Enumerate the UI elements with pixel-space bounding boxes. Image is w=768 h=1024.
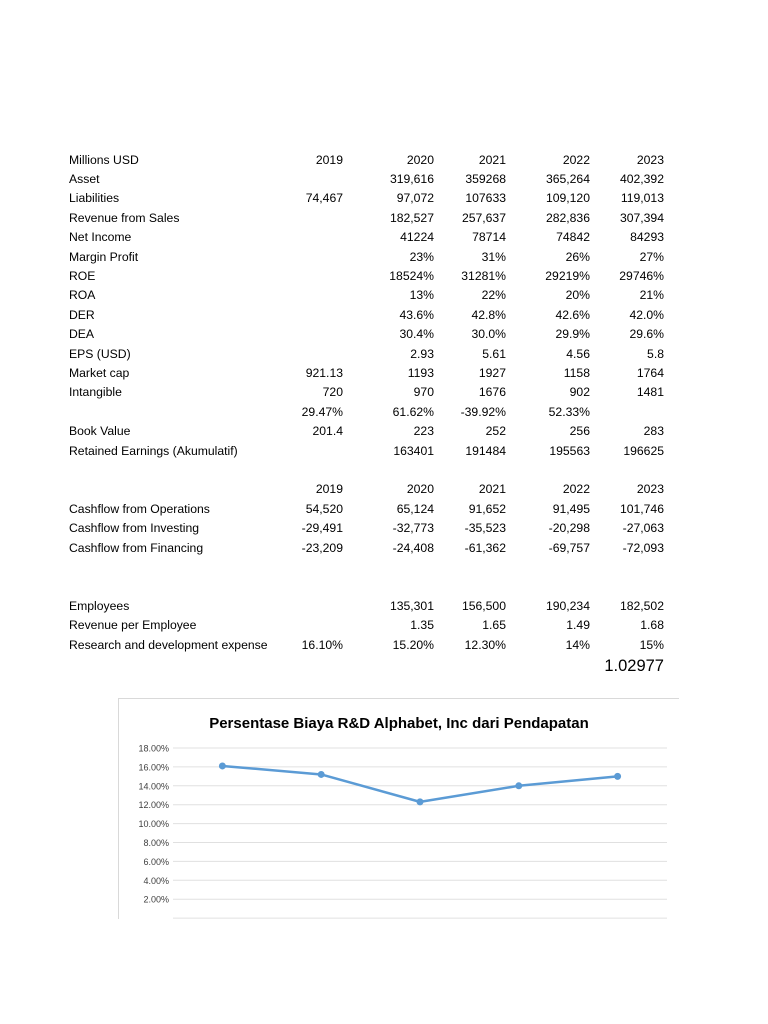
y-tick-label: 18.00% <box>138 743 169 754</box>
fin-cell: 5.8 <box>647 346 664 361</box>
series-line <box>222 766 617 802</box>
data-point <box>614 773 621 780</box>
header-year: 2023 <box>636 153 664 167</box>
fin-cell: 282,836 <box>545 210 590 225</box>
data-point <box>417 798 424 805</box>
fin-cell: 1676 <box>478 385 506 400</box>
fin-row-label: Market cap <box>69 366 130 380</box>
chart-plot <box>119 699 679 919</box>
fin-cell: 52.33% <box>548 404 590 419</box>
emp-row-label: Revenue per Employee <box>69 618 197 633</box>
fin-cell: 18524% <box>389 269 434 283</box>
y-tick-label: 6.00% <box>143 856 169 867</box>
header-year: 2020 <box>406 153 434 167</box>
cashflow-year: 2021 <box>478 482 506 496</box>
fin-cell: 1158 <box>563 366 590 380</box>
emp-cell: 190,234 <box>545 599 590 613</box>
fin-cell: 5.61 <box>482 346 506 361</box>
fin-cell: 84293 <box>630 230 664 245</box>
fin-row-label: Retained Earnings (Akumulatif) <box>69 443 238 458</box>
cf-cell: -61,362 <box>464 540 506 555</box>
emp-row-label: Research and development expense <box>69 637 268 652</box>
cf-cell: 101,746 <box>619 502 664 516</box>
cf-row-label: Cashflow from Operations <box>69 502 210 516</box>
fin-cell: 42.8% <box>471 307 506 322</box>
fin-row-label: EPS (USD) <box>69 346 131 361</box>
data-point <box>515 782 522 789</box>
fin-row-label: DER <box>69 307 95 322</box>
fin-cell: 201.4 <box>312 424 343 439</box>
fin-cell: 119,013 <box>620 191 664 206</box>
fin-cell: -39.92% <box>460 404 506 419</box>
fin-cell: 195563 <box>549 443 590 458</box>
fin-cell: 23% <box>409 249 434 264</box>
y-tick-label: 2.00% <box>143 894 169 905</box>
fin-cell: 42.0% <box>629 307 664 322</box>
cashflow-year: 2022 <box>562 482 590 496</box>
fin-cell: 283 <box>643 424 664 439</box>
fin-cell: 359268 <box>465 172 506 186</box>
cf-cell: -69,757 <box>548 540 590 555</box>
fin-cell: 61.62% <box>392 404 434 419</box>
fin-row-label: Book Value <box>69 424 131 439</box>
fin-cell: 902 <box>569 385 590 400</box>
fin-row-label: ROA <box>69 288 96 303</box>
cf-cell: 65,124 <box>396 502 434 516</box>
fin-cell: 1764 <box>636 366 664 380</box>
fin-cell: 1193 <box>407 366 434 380</box>
fin-cell: 31% <box>481 249 506 264</box>
emp-cell: 182,502 <box>619 599 664 613</box>
fin-cell: 4.56 <box>566 346 590 361</box>
cashflow-year: 2020 <box>406 482 434 496</box>
cf-row-label: Cashflow from Financing <box>69 540 204 555</box>
y-tick-label: 12.00% <box>138 800 169 811</box>
emp-row-label: Employees <box>69 599 130 613</box>
y-tick-label: 14.00% <box>138 781 169 792</box>
cf-row-label: Cashflow from Investing <box>69 521 200 536</box>
fin-cell: 26% <box>565 249 590 264</box>
y-tick-label: 8.00% <box>143 838 169 848</box>
fin-cell: 402,392 <box>619 172 664 186</box>
cf-cell: -35,523 <box>464 521 506 536</box>
fin-cell: 163401 <box>393 443 434 458</box>
rd-chart <box>118 698 679 919</box>
fin-row-label: Liabilities <box>69 191 120 206</box>
fin-cell: 970 <box>413 385 434 400</box>
fin-cell: 21% <box>639 288 664 303</box>
fin-cell: 74,467 <box>305 191 343 206</box>
emp-cell: 12.30% <box>464 637 506 652</box>
cf-cell: -20,298 <box>548 521 590 536</box>
fin-cell: 107633 <box>465 191 506 206</box>
fin-cell: 30.0% <box>471 327 506 342</box>
y-tick-label: 4.00% <box>143 875 169 886</box>
cashflow-year: 2023 <box>636 482 664 496</box>
fin-cell: 22% <box>481 288 506 303</box>
emp-cell: 1.49 <box>566 618 590 633</box>
fin-cell: 720 <box>322 385 343 400</box>
emp-cell: 135,301 <box>389 599 434 613</box>
emp-cell: 156,500 <box>461 599 506 613</box>
fin-cell: 182,527 <box>389 210 434 225</box>
cashflow-year: 2019 <box>315 482 343 496</box>
fin-row-label: DEA <box>69 327 95 342</box>
cf-cell: -29,491 <box>301 521 343 536</box>
fin-row-label: Margin Profit <box>69 249 139 264</box>
header-label: Millions USD <box>69 153 139 167</box>
cf-cell: -72,093 <box>622 540 664 555</box>
fin-cell: 27% <box>639 249 664 264</box>
fin-cell: 97,072 <box>396 191 434 206</box>
cf-cell: 91,495 <box>552 502 590 516</box>
fin-cell: 223 <box>413 424 434 439</box>
cf-cell: -32,773 <box>392 521 434 536</box>
fin-row-label: Net Income <box>69 230 132 245</box>
data-point <box>318 771 325 778</box>
y-tick-label: 16.00% <box>138 762 169 773</box>
fin-cell: 41224 <box>400 230 434 245</box>
fin-cell: 30.4% <box>399 327 434 342</box>
cf-cell: -24,408 <box>392 540 434 555</box>
fin-cell: 29.6% <box>629 327 664 342</box>
extra-value: 1.02977 <box>604 657 664 675</box>
fin-cell: 20% <box>565 288 590 303</box>
emp-cell: 1.68 <box>640 618 664 633</box>
data-point <box>219 762 226 769</box>
fin-cell: 257,637 <box>461 210 506 225</box>
fin-cell: 319,616 <box>389 172 434 186</box>
header-year: 2022 <box>562 153 590 167</box>
fin-cell: 29219% <box>545 269 590 283</box>
fin-cell: 191484 <box>465 443 506 458</box>
fin-row-label: Asset <box>69 172 100 186</box>
fin-cell: 74842 <box>556 230 590 245</box>
fin-cell: 1481 <box>636 385 664 400</box>
fin-cell: 43.6% <box>399 307 434 322</box>
fin-cell: 78714 <box>472 230 506 245</box>
cf-cell: -27,063 <box>622 521 664 536</box>
fin-row-label: ROE <box>69 269 96 283</box>
fin-cell: 1927 <box>478 366 506 380</box>
fin-cell: 31281% <box>461 269 506 283</box>
fin-cell: 42.6% <box>555 307 590 322</box>
fin-cell: 29746% <box>619 269 664 283</box>
y-tick-label: 10.00% <box>138 819 169 830</box>
header-year: 2019 <box>315 153 343 167</box>
fin-cell: 29.9% <box>555 327 590 342</box>
emp-cell: 1.35 <box>410 618 434 633</box>
emp-cell: 1.65 <box>482 618 506 633</box>
emp-cell: 16.10% <box>301 637 343 652</box>
emp-cell: 14% <box>565 637 590 652</box>
cf-cell: -23,209 <box>301 540 343 555</box>
header-year: 2021 <box>478 153 506 167</box>
cf-cell: 91,652 <box>468 502 506 516</box>
emp-cell: 15.20% <box>392 637 434 652</box>
fin-cell: 252 <box>485 424 506 439</box>
fin-row-label: Revenue from Sales <box>69 210 180 225</box>
emp-cell: 15% <box>639 637 664 652</box>
fin-row-label: Intangible <box>69 385 122 400</box>
fin-cell: 921.13 <box>305 366 343 380</box>
fin-cell: 2.93 <box>410 346 434 361</box>
fin-cell: 109,120 <box>545 191 590 206</box>
fin-cell: 196625 <box>623 443 664 458</box>
fin-cell: 365,264 <box>545 172 590 186</box>
cf-cell: 54,520 <box>305 502 343 516</box>
fin-cell: 13% <box>409 288 434 303</box>
fin-cell: 307,394 <box>619 210 664 225</box>
fin-cell: 29.47% <box>301 404 343 419</box>
fin-cell: 256 <box>569 424 590 439</box>
chart-title: Persentase Biaya R&D Alphabet, Inc dari Pendapatan <box>209 715 589 732</box>
